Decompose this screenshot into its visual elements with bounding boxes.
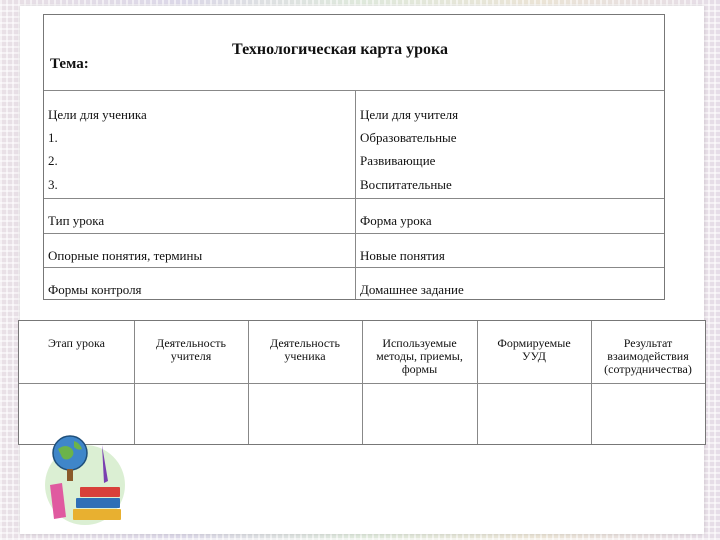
student-goals-header: Цели для ученика <box>48 107 147 122</box>
column-header-teacher-activity: Деятельность учителя <box>156 336 226 363</box>
column-header-student-activity: Деятельность ученика <box>270 336 340 363</box>
control-forms-label: Формы контроля <box>48 282 142 297</box>
basic-concepts-label: Опорные понятия, термины <box>48 248 203 263</box>
divider <box>44 90 664 91</box>
page-title: Технологическая карта урока <box>232 41 448 58</box>
column-header-stage: Этап урока <box>48 336 105 350</box>
book-icon <box>73 509 121 520</box>
lesson-type-label: Тип урока <box>48 213 105 228</box>
divider <box>44 267 664 268</box>
column-header-uud: Формируемые УУД <box>497 336 571 363</box>
divider <box>44 198 664 199</box>
student-goal-1: 1. <box>48 130 58 145</box>
column-header-methods: Используемые методы, приемы, формы <box>376 336 463 376</box>
divider <box>44 233 664 234</box>
student-goal-3: 3. <box>48 177 58 192</box>
lesson-card-header <box>43 14 665 300</box>
column-header-result: Результат взаимодействия (сотрудничества) <box>604 336 692 376</box>
school-supplies-clipart <box>40 425 130 530</box>
student-goal-2: 2. <box>48 153 58 168</box>
book-icon <box>80 487 120 497</box>
teacher-goal-developmental: Развивающие <box>360 153 436 168</box>
teacher-goal-educational: Образовательные <box>360 130 457 145</box>
new-concepts-label: Новые понятия <box>360 248 445 263</box>
lesson-form-label: Форма урока <box>360 213 432 228</box>
homework-label: Домашнее задание <box>360 282 464 297</box>
teacher-goals-header: Цели для учителя <box>360 107 459 122</box>
teacher-goal-upbringing: Воспитательные <box>360 177 452 192</box>
topic-label: Тема: <box>50 56 89 72</box>
book-icon <box>76 498 120 508</box>
